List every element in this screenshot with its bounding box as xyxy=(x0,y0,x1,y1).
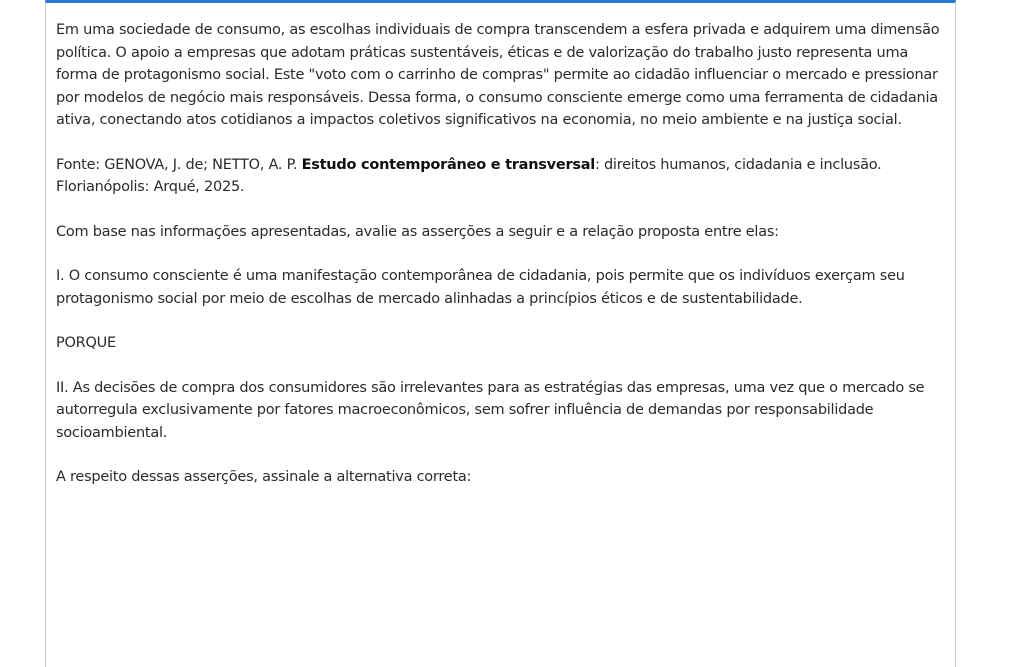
intro-paragraph: Em uma sociedade de consumo, as escolhas individuais de compra transcendem a esfera privada e adquirem uma dimensão política. O apoio a empresas que adotam práticas sustentáveis, éticas e de valorização do trabalho justo representa uma forma de protagonismo social. Este "voto com o carrinho de compras" permite ao cidadão influenciar o mercado e pressionar por modelos de negócio mais responsáveis. Dessa forma, o consumo consciente emerge como uma ferramenta de cidadania ativa, conectando atos cotidianos a impactos coletivos significativos na economia, no meio ambiente e na justiça social. xyxy=(56,22,940,128)
source-prefix: Fonte: GENOVA, J. de; NETTO, A. P. xyxy=(56,156,302,173)
source-suffix: : direitos humanos, cidadania e inclusão. Florianópolis: Arqué, 2025. xyxy=(56,156,882,195)
connector-porque: PORQUE xyxy=(56,335,116,351)
assertion-two: II. As decisões de compra dos consumidores são irrelevantes para as estratégias das empresas, uma vez que o mercado se autorregula exclusivamente por fatores macroeconômicos, sem sofrer influência de demandas por responsabilidade socioambiental. xyxy=(56,379,925,441)
instruction-paragraph: Com base nas informações apresentadas, avalie as asserções a seguir e a relação proposta entre elas: xyxy=(56,223,779,240)
question-panel xyxy=(45,0,956,667)
assertion-one: I. O consumo consciente é uma manifestação contemporânea de cidadania, pois permite que os indivíduos exerçam seu protagonismo social por meio de escolhas de mercado alinhadas a princípios éticos e de sustentabilidade. xyxy=(56,268,905,307)
source-title: Estudo contemporâneo e transversal xyxy=(301,156,595,173)
answer-prompt: A respeito dessas asserções, assinale a alternativa correta: xyxy=(56,469,472,485)
question-text xyxy=(56,19,946,511)
source-citation xyxy=(56,154,946,199)
